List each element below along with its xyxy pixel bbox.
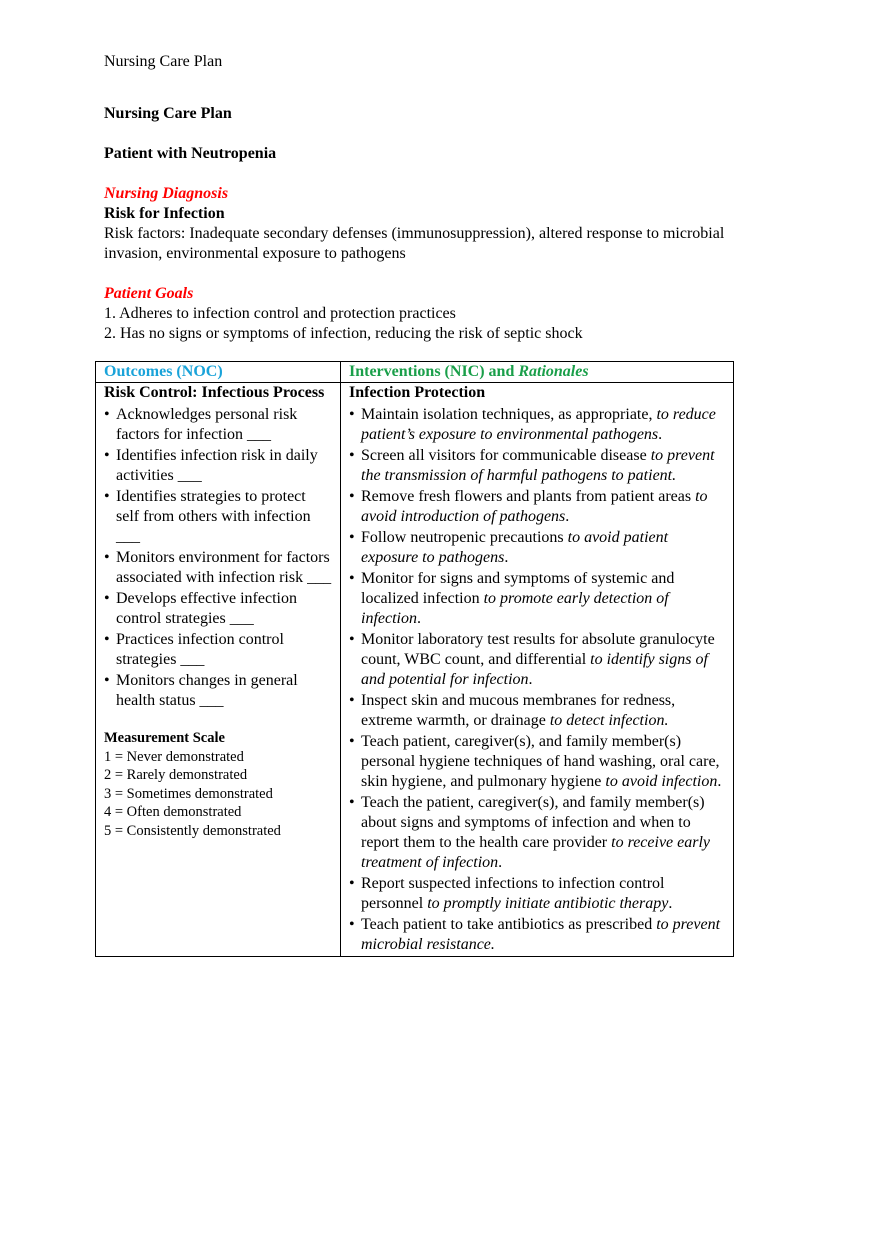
intervention-end: . — [658, 426, 663, 443]
intervention-item — [349, 569, 725, 629]
intervention-action: Teach patient, caregiver(s), and family member(s) personal hygiene techniques of hand washing, oral care, skin hygiene, and pulmonary hygiene — [361, 733, 720, 790]
intervention-end: . — [528, 671, 533, 688]
outcome-title: Risk Control: Infectious Process — [104, 384, 325, 401]
running-header: Nursing Care Plan — [104, 53, 223, 70]
bullet-icon: • — [349, 631, 355, 648]
intervention-title: Infection Protection — [349, 384, 486, 401]
intervention-item — [349, 487, 725, 527]
intervention-end: . — [504, 549, 509, 566]
bullet-icon: • — [349, 406, 355, 423]
scale-item: 3 = Sometimes demonstrated — [104, 785, 273, 802]
outcome-text: Acknowledges personal risk factors for infection ___ — [116, 406, 298, 443]
scale-list — [104, 748, 332, 841]
intervention-item — [349, 793, 725, 873]
outcome-text: Monitors environment for factors associated with infection risk ___ — [116, 549, 332, 586]
intervention-action: Teach patient to take antibiotics as prescribed — [361, 916, 657, 933]
intervention-end: . — [668, 895, 673, 912]
intervention-end: . — [498, 854, 503, 871]
outcome-item — [104, 487, 332, 547]
intervention-action: Maintain isolation techniques, as appropriate, — [361, 406, 657, 423]
bullet-icon: • — [104, 406, 110, 423]
intervention-action: Remove fresh flowers and plants from patient areas — [361, 488, 696, 505]
intervention-action: Monitor laboratory test results for absolute granulocyte count, WBC count, and differential — [361, 631, 715, 668]
outcome-item — [104, 630, 332, 670]
measurement-scale — [104, 729, 332, 840]
intervention-rationale: to avoid patient exposure to pathogens — [361, 529, 669, 566]
bullet-icon: • — [349, 733, 355, 750]
diagnosis-heading: Nursing Diagnosis — [104, 185, 229, 202]
bullet-icon: • — [349, 488, 355, 505]
scale-title: Measurement Scale — [104, 730, 225, 746]
bullet-icon: • — [349, 529, 355, 546]
diagnosis-name: Risk for Infection — [104, 205, 225, 222]
bullet-icon: • — [104, 447, 110, 464]
intervention-rationale: to reduce patient’s exposure to environmental pathogens — [361, 406, 716, 443]
scale-item: 4 = Often demonstrated — [104, 804, 242, 820]
outcome-item — [104, 589, 332, 629]
interventions-cell — [341, 383, 734, 957]
scale-item: 5 = Consistently demonstrated — [104, 822, 281, 839]
goal-item: 1. Adheres to infection control and protection practices — [104, 305, 456, 322]
bullet-icon: • — [104, 672, 110, 689]
outcomes-cell — [96, 383, 341, 957]
intervention-action: Monitor for signs and symptoms of systemic and localized infection — [361, 570, 675, 607]
bullet-icon: • — [349, 570, 355, 587]
noc-header-cell — [96, 362, 341, 383]
scale-item: 1 = Never demonstrated — [104, 748, 244, 765]
intervention-rationale: to avoid introduction of pathogens — [361, 488, 708, 525]
outcome-text: Practices infection control strategies ___ — [116, 631, 284, 668]
bullet-icon: • — [104, 631, 110, 648]
intervention-rationale: to promptly initiate antibiotic therapy — [427, 895, 669, 912]
intervention-rationale: to receive early treatment of infection — [361, 834, 711, 871]
outcome-text: Develops effective infection control strategies ___ — [116, 590, 297, 627]
intervention-item — [349, 446, 725, 486]
intervention-item — [349, 691, 725, 731]
intervention-action: Teach the patient, caregiver(s), and family member(s) about signs and symptoms of infection and when to report them to the health care provider — [361, 794, 705, 851]
intervention-item — [349, 915, 725, 955]
bullet-icon: • — [349, 692, 355, 709]
bullet-icon: • — [104, 488, 110, 505]
bullet-icon: • — [349, 447, 355, 464]
intervention-item — [349, 630, 725, 690]
intervention-action: Report suspected infections to infection control personnel — [361, 875, 665, 912]
nic-header — [349, 363, 589, 380]
intervention-item — [349, 732, 725, 792]
outcome-text: Identifies strategies to protect self from others with infection ___ — [116, 488, 311, 545]
intervention-rationale: to promote early detection of infection — [361, 590, 669, 627]
outcome-item — [104, 548, 332, 588]
outcome-item — [104, 446, 332, 486]
document-subtitle: Patient with Neutropenia — [104, 145, 277, 162]
intervention-item — [349, 528, 725, 568]
table-header-row — [96, 362, 734, 383]
intervention-rationale: to avoid infection — [605, 773, 718, 790]
bullet-icon: • — [104, 549, 110, 566]
intervention-action: Follow neutropenic precautions — [361, 529, 568, 546]
scale-item: 2 = Rarely demonstrated — [104, 767, 248, 783]
outcome-text: Monitors changes in general health status ___ — [116, 672, 298, 709]
intervention-rationale: to detect infection. — [549, 712, 669, 729]
bullet-icon: • — [349, 916, 355, 933]
nic-header-main: Interventions (NIC) and — [349, 363, 519, 380]
goals-heading: Patient Goals — [104, 285, 194, 302]
document-page — [104, 52, 744, 344]
intervention-item — [349, 405, 725, 445]
bullet-icon: • — [349, 794, 355, 811]
goal-item: 2. Has no signs or symptoms of infection, reducing the risk of septic shock — [104, 325, 583, 342]
noc-header: Outcomes (NOC) — [104, 363, 223, 380]
bullet-icon: • — [104, 590, 110, 607]
outcome-item — [104, 405, 332, 445]
intervention-item — [349, 874, 725, 914]
outcome-text: Identifies infection risk in daily activities ___ — [116, 447, 318, 484]
outcome-item — [104, 671, 332, 711]
intervention-action: Screen all visitors for communicable disease — [361, 447, 651, 464]
intervention-action: Inspect skin and mucous membranes for redness, extreme warmth, or drainage — [361, 692, 676, 729]
nic-header-rationales: Rationales — [518, 363, 589, 380]
intervention-rationale: to prevent microbial resistance. — [361, 916, 721, 953]
intervention-end: . — [717, 773, 722, 790]
intervention-rationale: to identify signs of and potential for infection — [361, 651, 708, 688]
outcome-list — [104, 405, 332, 711]
document-title: Nursing Care Plan — [104, 105, 232, 122]
intervention-rationale: to prevent the transmission of harmful pathogens to patient. — [361, 447, 715, 484]
intervention-end: . — [416, 610, 421, 627]
bullet-icon: • — [349, 875, 355, 892]
intervention-list — [349, 405, 725, 955]
intervention-end: . — [565, 508, 570, 525]
table-body-row — [96, 383, 734, 957]
nic-header-cell — [341, 362, 734, 383]
care-plan-table — [95, 361, 734, 957]
risk-factors: Risk factors: Inadequate secondary defenses (immunosuppression), altered response to microbial invasion, environmental exposure to pathogens — [104, 225, 725, 262]
